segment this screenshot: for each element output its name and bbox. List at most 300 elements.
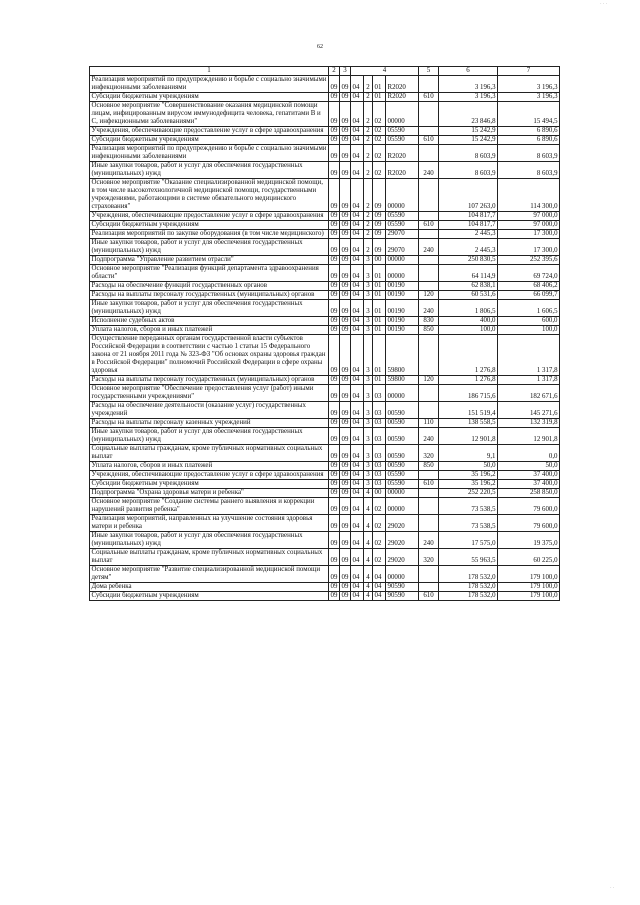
row-code-event: 01 — [373, 282, 386, 291]
row-code-section: 09 — [340, 419, 351, 428]
row-sum-year1: 8 603,9 — [439, 145, 498, 162]
row-name: Иные закупки товаров, работ и услуг для обеспечения государственных (муниципальных) нужд — [90, 428, 329, 445]
table-row — [90, 471, 560, 480]
row-code-section: 09 — [340, 385, 351, 402]
row-name: Расходы на обеспечение функций государственных органов — [90, 282, 329, 291]
row-code-direction: 00000 — [386, 566, 419, 583]
row-code-event: 01 — [373, 376, 386, 385]
row-code-event: 00 — [373, 489, 386, 498]
row-code-event: 03 — [373, 462, 386, 471]
row-code-program: 04 — [351, 282, 364, 291]
row-code-event: 09 — [373, 230, 386, 239]
row-code-program: 04 — [351, 471, 364, 480]
row-sum-year2: 17 300,0 — [498, 239, 560, 256]
row-sum-year1: 104 817,7 — [439, 212, 498, 221]
header-cell: 3 — [340, 67, 351, 76]
row-code-event: 01 — [373, 265, 386, 282]
row-code-direction: 00000 — [386, 265, 419, 282]
row-code-subprogram: 3 — [364, 376, 373, 385]
row-code-direction: 29020 — [386, 549, 419, 566]
row-sum-year2: 1 317,8 — [498, 335, 560, 376]
row-code-expense-type: 240 — [419, 162, 439, 179]
row-code-expense-type: 610 — [419, 480, 439, 489]
table-row — [90, 326, 560, 335]
row-sum-year1: 178 532,0 — [439, 592, 498, 601]
row-sum-year2: 600,0 — [498, 317, 560, 326]
table-row — [90, 445, 560, 462]
row-code-event: 01 — [373, 335, 386, 376]
row-name: Субсидии бюджетным учреждениям — [90, 592, 329, 601]
row-code-program: 04 — [351, 230, 364, 239]
row-code-ministry: 09 — [329, 256, 340, 265]
row-code-direction: 00000 — [386, 498, 419, 515]
table-row — [90, 385, 560, 402]
row-sum-year2: 79 600,0 — [498, 515, 560, 532]
row-sum-year1: 178 532,0 — [439, 583, 498, 592]
row-sum-year2: 8 603,9 — [498, 162, 560, 179]
row-code-section: 09 — [340, 428, 351, 445]
row-code-subprogram: 3 — [364, 335, 373, 376]
row-code-section: 09 — [340, 300, 351, 317]
row-name: Учреждения, обеспечивающие предоставление услуг в сфере здравоохранения — [90, 212, 329, 221]
row-code-event: 01 — [373, 326, 386, 335]
table-row — [90, 489, 560, 498]
row-sum-year2: 179 100,0 — [498, 592, 560, 601]
budget-table — [89, 66, 560, 601]
row-sum-year2: 132 319,8 — [498, 419, 560, 428]
row-code-subprogram: 2 — [364, 179, 373, 212]
row-code-section: 09 — [340, 179, 351, 212]
row-code-expense-type: 240 — [419, 428, 439, 445]
row-code-expense-type: 850 — [419, 462, 439, 471]
row-name: Уплата налогов, сборов и иных платежей — [90, 462, 329, 471]
table-row — [90, 428, 560, 445]
row-code-section: 09 — [340, 498, 351, 515]
row-code-expense-type — [419, 402, 439, 419]
row-code-direction: 05590 — [386, 136, 419, 145]
row-code-expense-type — [419, 230, 439, 239]
row-sum-year1: 60 531,6 — [439, 291, 498, 300]
row-code-expense-type — [419, 256, 439, 265]
row-code-section: 09 — [340, 462, 351, 471]
row-sum-year2: 66 099,7 — [498, 291, 560, 300]
row-code-expense-type — [419, 498, 439, 515]
row-code-event: 01 — [373, 317, 386, 326]
row-code-event: 01 — [373, 93, 386, 102]
row-code-subprogram: 2 — [364, 239, 373, 256]
row-code-section: 09 — [340, 317, 351, 326]
row-code-event: 09 — [373, 212, 386, 221]
row-name: Иные закупки товаров, работ и услуг для обеспечения государственных (муниципальных) нужд — [90, 239, 329, 256]
row-code-subprogram: 2 — [364, 145, 373, 162]
row-code-ministry: 09 — [329, 230, 340, 239]
row-code-section: 09 — [340, 471, 351, 480]
row-code-program: 04 — [351, 462, 364, 471]
row-code-expense-type — [419, 127, 439, 136]
row-code-direction: R2020 — [386, 162, 419, 179]
row-sum-year1: 64 114,9 — [439, 265, 498, 282]
row-code-subprogram: 3 — [364, 445, 373, 462]
table-row — [90, 282, 560, 291]
row-sum-year1: 1 276,8 — [439, 335, 498, 376]
row-code-event: 04 — [373, 583, 386, 592]
row-code-direction: 00000 — [386, 489, 419, 498]
row-code-section: 09 — [340, 480, 351, 489]
table-row — [90, 230, 560, 239]
row-code-subprogram: 2 — [364, 221, 373, 230]
row-sum-year1: 73 538,5 — [439, 498, 498, 515]
table-row — [90, 317, 560, 326]
row-code-program: 04 — [351, 239, 364, 256]
row-code-program: 04 — [351, 498, 364, 515]
row-code-program: 04 — [351, 592, 364, 601]
row-code-direction: 00000 — [386, 385, 419, 402]
table-row — [90, 300, 560, 317]
row-name: Реализация мероприятий по закупке оборудования (в том числе медицинского) — [90, 230, 329, 239]
row-code-ministry: 09 — [329, 300, 340, 317]
row-sum-year2: 12 901,8 — [498, 428, 560, 445]
row-code-subprogram: 3 — [364, 480, 373, 489]
row-code-direction: 00590 — [386, 419, 419, 428]
row-code-ministry: 09 — [329, 212, 340, 221]
row-code-section: 09 — [340, 489, 351, 498]
row-code-section: 09 — [340, 136, 351, 145]
row-code-program: 04 — [351, 162, 364, 179]
row-sum-year2: 179 100,0 — [498, 583, 560, 592]
row-name: Социальные выплаты гражданам, кроме публичных нормативных социальных выплат — [90, 549, 329, 566]
row-code-section: 09 — [340, 532, 351, 549]
table-row — [90, 402, 560, 419]
row-sum-year2: 19 375,0 — [498, 532, 560, 549]
row-sum-year2: 0,0 — [498, 445, 560, 462]
row-name: Иные закупки товаров, работ и услуг для обеспечения государственных (муниципальных) нужд — [90, 300, 329, 317]
row-code-ministry: 09 — [329, 592, 340, 601]
row-code-direction: 59800 — [386, 335, 419, 376]
row-code-expense-type: 830 — [419, 317, 439, 326]
row-sum-year1: 2 445,3 — [439, 230, 498, 239]
row-code-expense-type — [419, 212, 439, 221]
row-sum-year1: 55 963,5 — [439, 549, 498, 566]
row-code-program: 04 — [351, 402, 364, 419]
row-code-program: 04 — [351, 335, 364, 376]
row-code-program: 04 — [351, 136, 364, 145]
header-cell: 4 — [351, 67, 419, 76]
row-code-subprogram: 3 — [364, 300, 373, 317]
row-code-direction: 00190 — [386, 326, 419, 335]
row-code-direction: 59800 — [386, 376, 419, 385]
row-sum-year2: 79 600,0 — [498, 498, 560, 515]
row-sum-year1: 12 901,8 — [439, 428, 498, 445]
header-cell: 6 — [439, 67, 498, 76]
row-code-program: 04 — [351, 445, 364, 462]
table-row — [90, 566, 560, 583]
row-code-event: 03 — [373, 428, 386, 445]
row-sum-year1: 138 558,5 — [439, 419, 498, 428]
row-name: Основное мероприятие "Обеспечение предоставления услуг (работ) иными государственными учреждениями" — [90, 385, 329, 402]
row-name: Субсидии бюджетным учреждениям — [90, 93, 329, 102]
row-name: Расходы на выплаты персоналу государственных (муниципальных) органов — [90, 291, 329, 300]
row-code-ministry: 09 — [329, 221, 340, 230]
table-row — [90, 462, 560, 471]
row-code-expense-type — [419, 335, 439, 376]
header-row — [90, 67, 560, 76]
row-code-expense-type — [419, 471, 439, 480]
row-code-program: 04 — [351, 265, 364, 282]
row-name: Расходы на обеспечение деятельности (оказание услуг) государственных учреждений — [90, 402, 329, 419]
row-code-program: 04 — [351, 317, 364, 326]
row-name: Субсидии бюджетным учреждениям — [90, 136, 329, 145]
row-code-section: 09 — [340, 239, 351, 256]
row-code-event: 02 — [373, 136, 386, 145]
row-code-expense-type — [419, 265, 439, 282]
row-code-subprogram: 4 — [364, 592, 373, 601]
row-code-section: 09 — [340, 76, 351, 93]
row-sum-year1: 8 603,9 — [439, 162, 498, 179]
row-sum-year2: 37 400,0 — [498, 471, 560, 480]
row-sum-year1: 17 575,0 — [439, 532, 498, 549]
row-code-direction: R2020 — [386, 145, 419, 162]
table-row — [90, 583, 560, 592]
row-code-section: 09 — [340, 162, 351, 179]
row-code-ministry: 09 — [329, 265, 340, 282]
row-code-program: 04 — [351, 326, 364, 335]
row-code-expense-type — [419, 76, 439, 93]
row-code-expense-type — [419, 179, 439, 212]
row-code-section: 09 — [340, 335, 351, 376]
row-code-ministry: 09 — [329, 489, 340, 498]
table-row — [90, 212, 560, 221]
row-code-expense-type: 610 — [419, 592, 439, 601]
row-code-event: 01 — [373, 300, 386, 317]
row-code-event: 09 — [373, 179, 386, 212]
row-code-section: 09 — [340, 291, 351, 300]
row-code-subprogram: 3 — [364, 471, 373, 480]
row-code-section: 09 — [340, 376, 351, 385]
row-sum-year2: 50,0 — [498, 462, 560, 471]
row-name: Подпрограмма "Охрана здоровья матери и ребенка" — [90, 489, 329, 498]
table-row — [90, 179, 560, 212]
row-sum-year2: 15 494,5 — [498, 102, 560, 127]
row-code-section: 09 — [340, 256, 351, 265]
row-code-ministry: 09 — [329, 162, 340, 179]
row-code-ministry: 09 — [329, 480, 340, 489]
row-code-expense-type: 110 — [419, 419, 439, 428]
row-sum-year2: 179 100,0 — [498, 566, 560, 583]
row-code-event: 03 — [373, 402, 386, 419]
header-cell: 2 — [329, 67, 340, 76]
table-row — [90, 145, 560, 162]
row-code-ministry: 09 — [329, 549, 340, 566]
table-row — [90, 419, 560, 428]
row-name: Основное мероприятие "Развитие специализированной медицинской помощи детям" — [90, 566, 329, 583]
row-sum-year2: 6 890,6 — [498, 136, 560, 145]
table-row — [90, 256, 560, 265]
row-code-program: 04 — [351, 532, 364, 549]
row-name: Расходы на выплаты персоналу государственных (муниципальных) органов — [90, 376, 329, 385]
table-row — [90, 102, 560, 127]
row-sum-year2: 1 317,8 — [498, 376, 560, 385]
row-sum-year1: 3 196,3 — [439, 93, 498, 102]
row-code-direction: 00000 — [386, 179, 419, 212]
row-code-event: 04 — [373, 592, 386, 601]
row-code-subprogram: 4 — [364, 549, 373, 566]
row-name: Учреждения, обеспечивающие предоставление услуг в сфере здравоохранения — [90, 127, 329, 136]
row-sum-year2: 3 196,3 — [498, 93, 560, 102]
row-code-ministry: 09 — [329, 76, 340, 93]
row-sum-year1: 15 242,9 — [439, 136, 498, 145]
row-code-ministry: 09 — [329, 462, 340, 471]
row-code-expense-type — [419, 385, 439, 402]
row-code-section: 09 — [340, 515, 351, 532]
row-code-event: 02 — [373, 162, 386, 179]
row-code-ministry: 09 — [329, 515, 340, 532]
row-name: Дома ребенка — [90, 583, 329, 592]
table-row — [90, 291, 560, 300]
row-code-subprogram: 2 — [364, 102, 373, 127]
table-body — [90, 76, 560, 601]
row-sum-year2: 182 671,6 — [498, 385, 560, 402]
row-code-event: 03 — [373, 480, 386, 489]
row-code-subprogram: 3 — [364, 419, 373, 428]
row-code-direction: R2020 — [386, 93, 419, 102]
row-code-program: 04 — [351, 179, 364, 212]
row-code-direction: 29020 — [386, 515, 419, 532]
row-sum-year1: 62 838,1 — [439, 282, 498, 291]
row-name: Учреждения, обеспечивающие предоставление услуг в сфере здравоохранения — [90, 471, 329, 480]
row-code-expense-type: 610 — [419, 221, 439, 230]
row-code-section: 09 — [340, 402, 351, 419]
row-code-ministry: 09 — [329, 471, 340, 480]
row-name: Иные закупки товаров, работ и услуг для обеспечения государственных (муниципальных) нужд — [90, 532, 329, 549]
row-code-subprogram: 3 — [364, 326, 373, 335]
row-code-ministry: 09 — [329, 498, 340, 515]
row-code-program: 04 — [351, 376, 364, 385]
row-name: Подпрограмма "Управление развитием отрасли" — [90, 256, 329, 265]
row-code-ministry: 09 — [329, 428, 340, 445]
row-sum-year1: 35 196,2 — [439, 471, 498, 480]
row-sum-year1: 107 263,0 — [439, 179, 498, 212]
row-code-program: 04 — [351, 221, 364, 230]
row-code-ministry: 09 — [329, 335, 340, 376]
row-code-ministry: 09 — [329, 239, 340, 256]
row-code-subprogram: 2 — [364, 136, 373, 145]
row-code-subprogram: 3 — [364, 256, 373, 265]
row-code-expense-type: 610 — [419, 136, 439, 145]
row-code-ministry: 09 — [329, 326, 340, 335]
row-code-subprogram: 3 — [364, 385, 373, 402]
row-code-direction: 00190 — [386, 300, 419, 317]
row-sum-year2: 17 300,0 — [498, 230, 560, 239]
row-name: Иные закупки товаров, работ и услуг для обеспечения государственных (муниципальных) нужд — [90, 162, 329, 179]
header-cell: 1 — [90, 67, 329, 76]
row-code-expense-type — [419, 282, 439, 291]
row-code-ministry: 09 — [329, 419, 340, 428]
row-code-event: 02 — [373, 515, 386, 532]
row-sum-year1: 35 196,2 — [439, 480, 498, 489]
table-row — [90, 76, 560, 93]
table-row — [90, 136, 560, 145]
row-name: Социальные выплаты гражданам, кроме публичных нормативных социальных выплат — [90, 445, 329, 462]
row-code-program: 04 — [351, 480, 364, 489]
row-code-program: 04 — [351, 291, 364, 300]
row-sum-year2: 8 603,9 — [498, 145, 560, 162]
row-code-program: 04 — [351, 102, 364, 127]
table-row — [90, 592, 560, 601]
row-code-event: 09 — [373, 221, 386, 230]
row-code-direction: 29020 — [386, 532, 419, 549]
row-sum-year2: 145 271,6 — [498, 402, 560, 419]
table-row — [90, 335, 560, 376]
row-code-program: 04 — [351, 145, 364, 162]
row-sum-year2: 60 225,0 — [498, 549, 560, 566]
row-code-event: 02 — [373, 102, 386, 127]
row-code-direction: 00190 — [386, 317, 419, 326]
row-code-subprogram: 4 — [364, 498, 373, 515]
row-sum-year1: 1 276,8 — [439, 376, 498, 385]
row-code-program: 04 — [351, 419, 364, 428]
row-code-event: 00 — [373, 256, 386, 265]
row-code-ministry: 09 — [329, 282, 340, 291]
row-sum-year1: 252 220,5 — [439, 489, 498, 498]
row-code-program: 04 — [351, 300, 364, 317]
row-code-program: 04 — [351, 212, 364, 221]
row-code-section: 09 — [340, 445, 351, 462]
row-code-program: 04 — [351, 93, 364, 102]
row-code-direction: 05590 — [386, 212, 419, 221]
row-code-direction: 00190 — [386, 291, 419, 300]
row-code-program: 04 — [351, 428, 364, 445]
table-row — [90, 239, 560, 256]
row-code-subprogram: 4 — [364, 532, 373, 549]
row-sum-year1: 104 817,7 — [439, 221, 498, 230]
row-code-section: 09 — [340, 93, 351, 102]
row-code-program: 04 — [351, 76, 364, 93]
row-code-ministry: 09 — [329, 385, 340, 402]
row-sum-year1: 100,0 — [439, 326, 498, 335]
row-code-event: 03 — [373, 471, 386, 480]
table-row — [90, 480, 560, 489]
row-code-subprogram: 4 — [364, 515, 373, 532]
row-code-expense-type: 240 — [419, 300, 439, 317]
row-name: Исполнение судебных актов — [90, 317, 329, 326]
row-code-subprogram: 3 — [364, 462, 373, 471]
row-sum-year1: 250 830,5 — [439, 256, 498, 265]
row-code-section: 09 — [340, 282, 351, 291]
row-sum-year1: 2 445,3 — [439, 239, 498, 256]
row-code-ministry: 09 — [329, 145, 340, 162]
row-name: Основное мероприятие "Оказание специализированной медицинской помощи, в том числе высокотехнологичной медицинской помощи, государственными учреждениями, работающими в системе обязательного медицинского страхования" — [90, 179, 329, 212]
row-code-section: 09 — [340, 326, 351, 335]
row-code-section: 09 — [340, 230, 351, 239]
row-code-subprogram: 2 — [364, 93, 373, 102]
row-sum-year1: 186 715,6 — [439, 385, 498, 402]
row-code-ministry: 09 — [329, 102, 340, 127]
row-code-expense-type: 240 — [419, 532, 439, 549]
row-sum-year2: 258 850,0 — [498, 489, 560, 498]
row-code-event: 01 — [373, 291, 386, 300]
row-sum-year2: 6 890,6 — [498, 127, 560, 136]
row-code-direction: 00190 — [386, 282, 419, 291]
row-code-program: 04 — [351, 256, 364, 265]
scan-mark: · · — [610, 886, 615, 891]
row-code-subprogram: 3 — [364, 265, 373, 282]
row-code-direction: 00000 — [386, 102, 419, 127]
row-code-section: 09 — [340, 102, 351, 127]
row-name: Реализация мероприятий, направленных на улучшение состояния здоровья матери и ребенка — [90, 515, 329, 532]
header-cell: 5 — [419, 67, 439, 76]
row-code-ministry: 09 — [329, 376, 340, 385]
row-sum-year2: 3 196,3 — [498, 76, 560, 93]
